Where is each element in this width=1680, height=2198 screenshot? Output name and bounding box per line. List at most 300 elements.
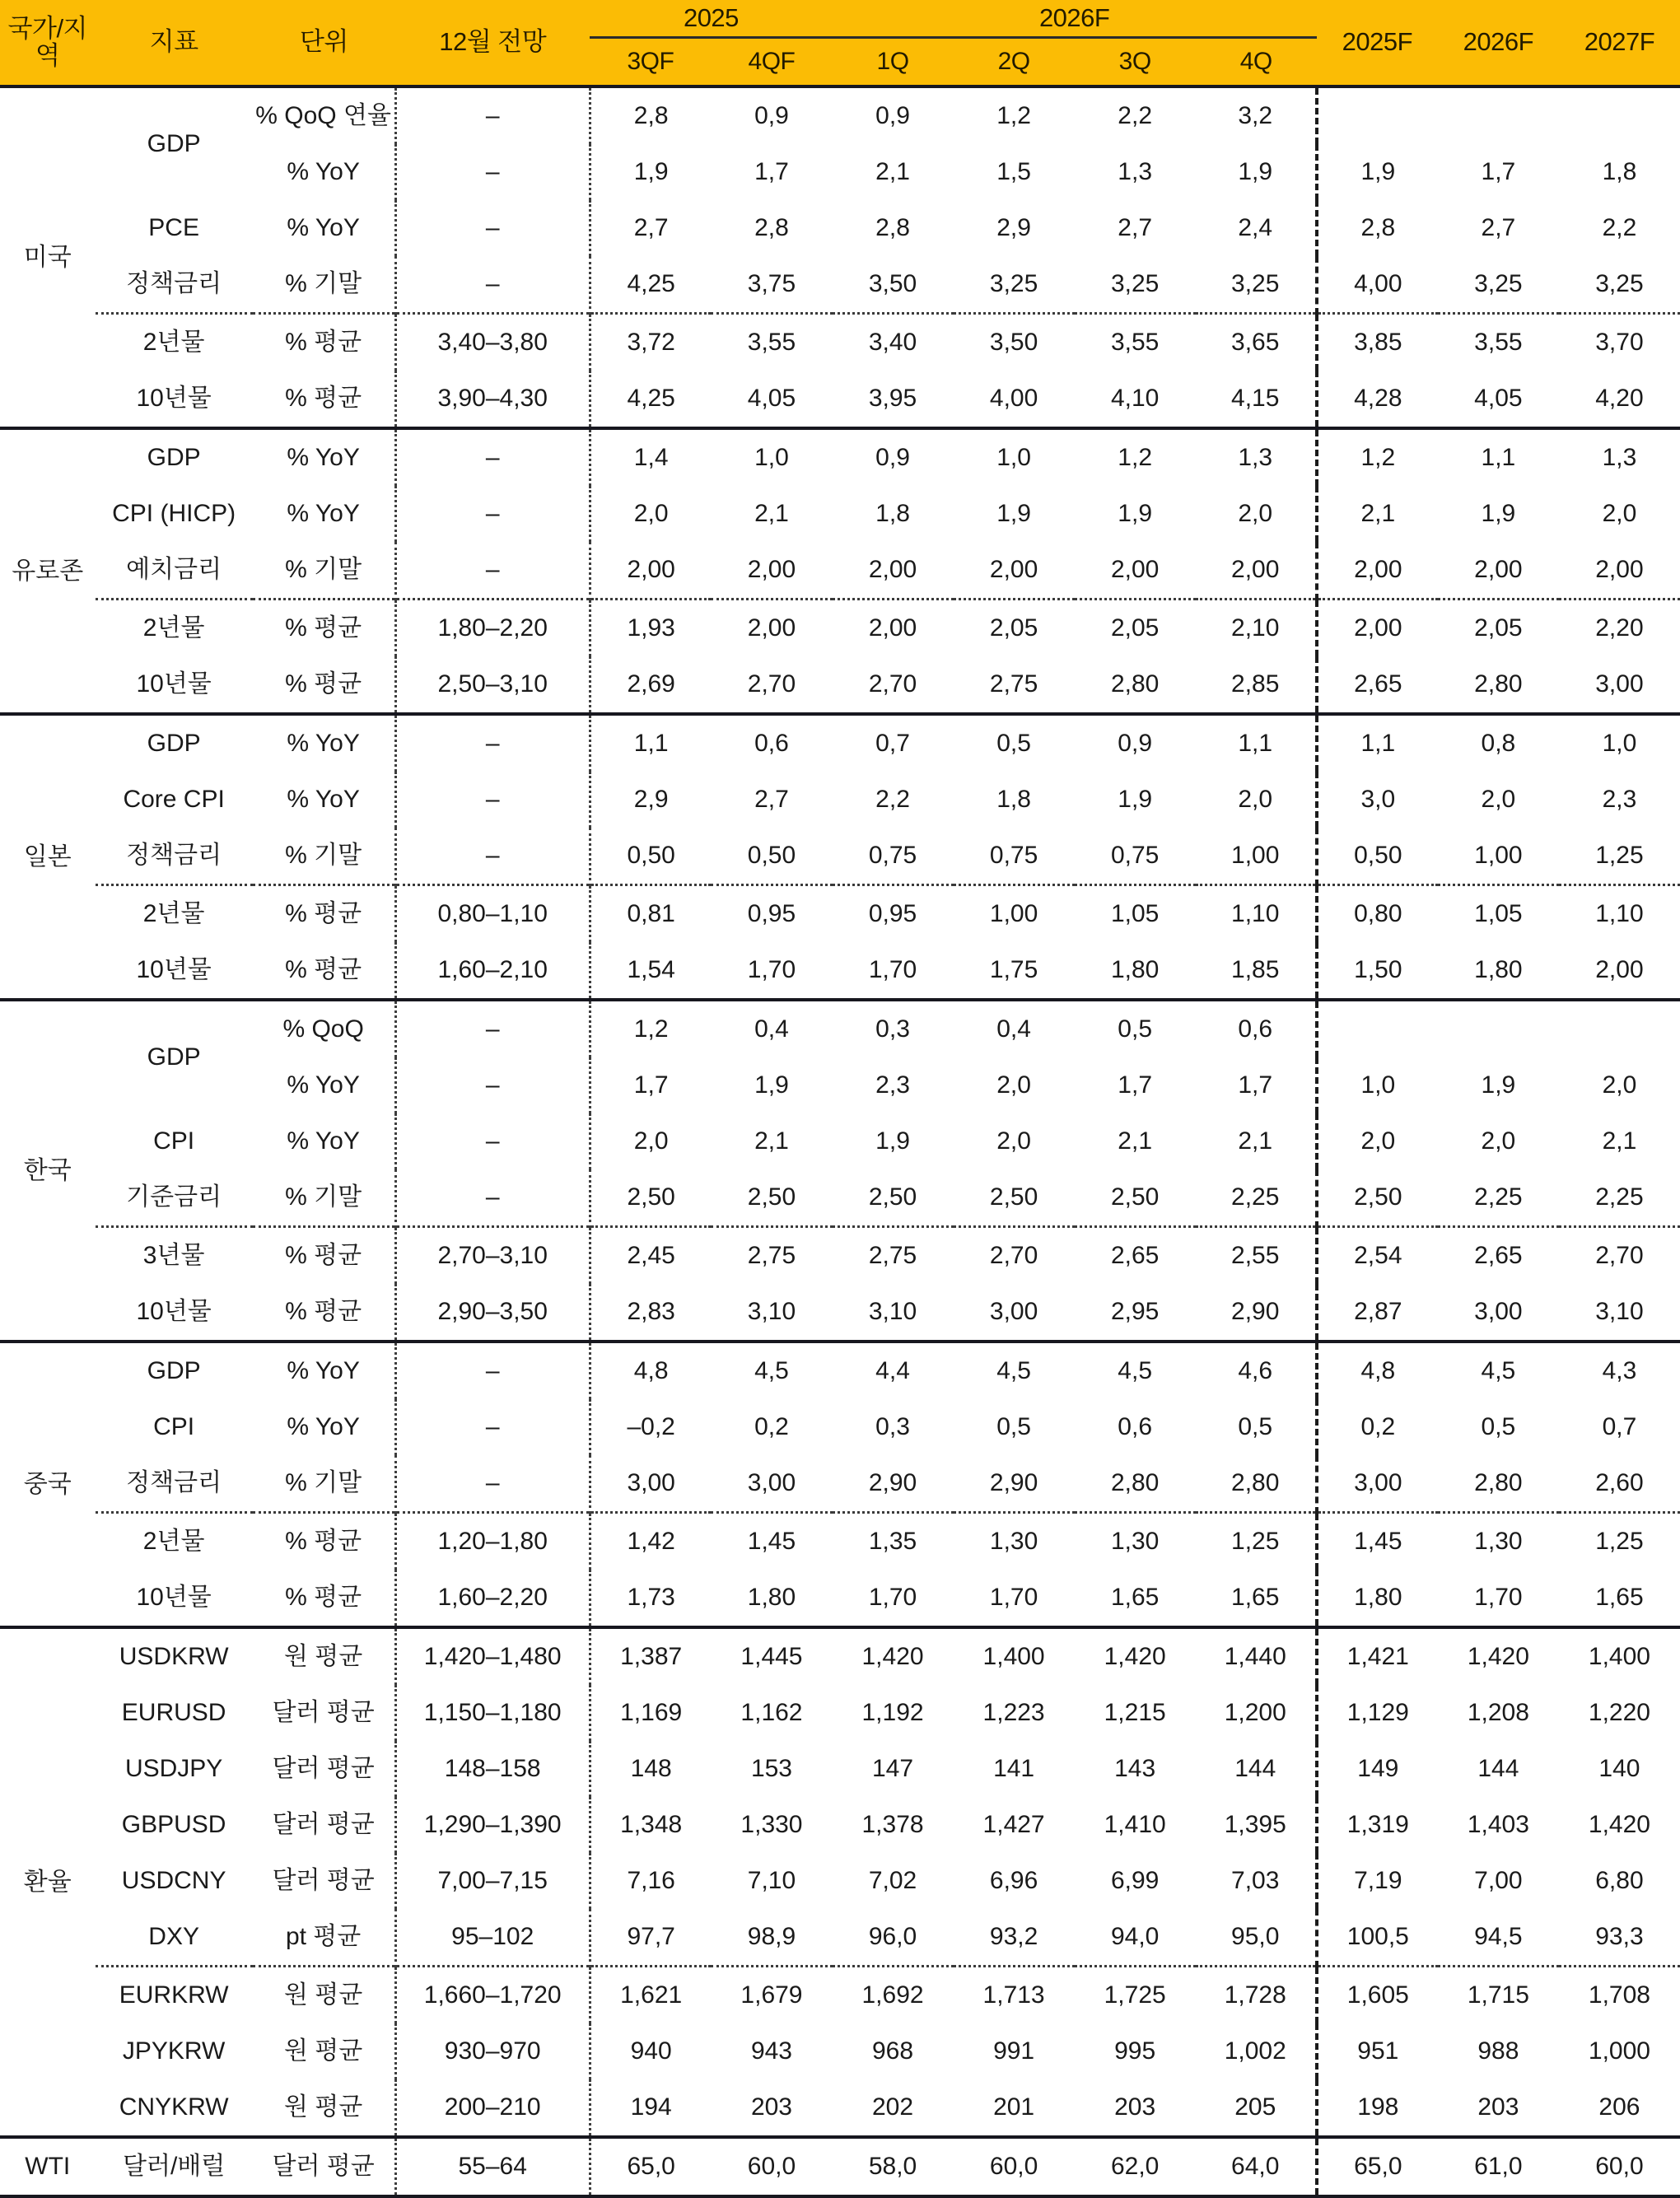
quarter-value: 2,50 [1110, 1183, 1160, 1211]
quarter-value: 1,8 [875, 500, 910, 528]
indicator-label: CPI [153, 1127, 195, 1155]
quarter-value: 2,00 [1110, 556, 1160, 584]
quarter-value: 1,330 [740, 1811, 803, 1839]
table-row [0, 714, 1680, 772]
dec-outlook-value: – [395, 542, 590, 600]
table-row [0, 200, 1680, 256]
quarter-value: 202 [872, 2093, 914, 2121]
quarter-value: 3,55 [1075, 314, 1196, 371]
annual-value [1438, 86, 1559, 144]
quarter-value: 3,25 [989, 270, 1038, 298]
quarter-value: 2,10 [1196, 600, 1317, 657]
indicator-label: USDJPY [124, 1755, 223, 1783]
quarter-value: 2,05 [1075, 600, 1196, 657]
unit-label: % YoY [287, 1071, 360, 1099]
unit-label: % 평균 [253, 885, 395, 943]
annual-value: 1,129 [1317, 1685, 1438, 1741]
unit-label: % YoY [253, 1342, 395, 1399]
annual-value: 1,30 [1438, 1513, 1559, 1570]
dec-outlook-value: 95–102 [395, 1909, 590, 1967]
dec-outlook-value: 2,50–3,10 [395, 656, 590, 714]
quarter-value: 1,692 [833, 1967, 954, 2024]
dec-outlook-value: 1,290–1,390 [395, 1797, 590, 1853]
quarter-value: 2,2 [875, 786, 910, 814]
unit-label: % QoQ [253, 1000, 395, 1057]
unit-label: 원 평균 [253, 1967, 395, 2024]
quarter-value: 995 [1114, 2037, 1156, 2065]
unit-label: % QoQ 연율 [253, 86, 395, 144]
annual-value: 1,403 [1467, 1811, 1529, 1839]
quarter-value: 2,90 [1231, 1298, 1280, 1326]
quarter-value: 4,5 [1075, 1342, 1196, 1399]
quarter-value: 4,5 [954, 1342, 1075, 1399]
annual-value [1317, 86, 1438, 144]
quarter-value: 194 [590, 2079, 711, 2137]
annual-value: 1,715 [1438, 1967, 1559, 2024]
header-2026f: 2026F [1438, 0, 1559, 86]
region-label: 환율 [0, 1627, 96, 2137]
annual-value: 1,708 [1559, 1967, 1680, 2024]
dec-outlook-value: 55–64 [395, 2137, 590, 2196]
quarter-value: 1,1 [1196, 714, 1317, 772]
annual-value: 3,25 [1595, 270, 1644, 298]
quarter-value: 205 [1234, 2093, 1276, 2121]
annual-value: 1,220 [1588, 1699, 1650, 1727]
annual-value: 2,00 [1595, 556, 1644, 584]
table-row [0, 1000, 1680, 1057]
unit-label: % YoY [287, 786, 360, 814]
annual-value: 61,0 [1438, 2137, 1559, 2196]
region-label: 한국 [0, 1000, 96, 1342]
quarter-value: 2,65 [1075, 1227, 1196, 1285]
unit-label: % 기말 [285, 1469, 362, 1497]
annual-value: 2,00 [1317, 542, 1438, 600]
table-row [0, 600, 1680, 657]
table-row [0, 1741, 1680, 1797]
dec-outlook-value: 0,80–1,10 [395, 885, 590, 943]
region-label: 중국 [0, 1342, 96, 1627]
quarter-value: 58,0 [833, 2137, 954, 2196]
indicator-label: 2년물 [96, 885, 253, 943]
annual-value: 1,1 [1317, 714, 1438, 772]
dec-outlook-value: 2,90–3,50 [395, 1284, 590, 1342]
quarter-value: 1,3 [1118, 158, 1153, 186]
header-region: 국가/지역 [0, 0, 96, 86]
quarter-value: 2,1 [754, 500, 789, 528]
annual-value: 1,10 [1559, 885, 1680, 943]
header-2027f: 2027F [1559, 0, 1680, 86]
quarter-value: 2,00 [711, 600, 832, 657]
quarter-value: 6,96 [989, 1867, 1038, 1895]
dec-outlook-value: 200–210 [395, 2079, 590, 2137]
annual-value: 3,10 [1595, 1298, 1644, 1326]
quarter-value: 4,00 [989, 385, 1038, 413]
dec-outlook-value: – [395, 1057, 590, 1113]
annual-value: 2,80 [1474, 670, 1523, 698]
annual-value: 3,0 [1317, 772, 1438, 828]
quarter-value: 1,162 [740, 1699, 803, 1727]
quarter-value: 0,81 [590, 885, 711, 943]
quarter-value: 1,8 [996, 786, 1031, 814]
region-label: 미국 [0, 86, 96, 428]
annual-value: 3,00 [1595, 670, 1644, 698]
header-2025f: 2025F [1317, 0, 1438, 86]
annual-value: 4,8 [1317, 1342, 1438, 1399]
annual-value: 0,7 [1602, 1413, 1637, 1441]
annual-value: 2,80 [1474, 1469, 1523, 1497]
quarter-value: 2,1 [1118, 1127, 1153, 1155]
annual-value: 988 [1477, 2037, 1519, 2065]
quarter-value: 0,6 [1118, 1413, 1153, 1441]
quarter-value: 2,80 [1110, 1469, 1160, 1497]
quarter-value: 1,725 [1075, 1967, 1196, 2024]
dec-outlook-value: 1,60–2,10 [395, 942, 590, 1000]
dec-outlook-value: – [395, 256, 590, 314]
annual-value: 1,25 [1595, 842, 1644, 870]
quarter-value: 2,0 [1238, 500, 1273, 528]
header-q-3q: 3Q [1075, 38, 1196, 87]
annual-value: 1,8 [1602, 158, 1637, 186]
quarter-value: 0,5 [954, 714, 1075, 772]
dec-outlook-value: 148–158 [395, 1741, 590, 1797]
quarter-value: 2,45 [590, 1227, 711, 1285]
quarter-value: 1,35 [833, 1513, 954, 1570]
quarter-value: 1,5 [996, 158, 1031, 186]
annual-value: 1,50 [1317, 942, 1438, 1000]
annual-value: 1,9 [1317, 144, 1438, 200]
quarter-value: 4,25 [590, 256, 711, 314]
dec-outlook-value: 1,660–1,720 [395, 1967, 590, 2024]
dec-outlook-value: – [395, 1455, 590, 1513]
quarter-value: 2,7 [1118, 214, 1153, 242]
dec-outlook-value: 1,60–2,20 [395, 1570, 590, 1627]
quarter-value: 2,00 [868, 556, 917, 584]
quarter-value: 1,395 [1224, 1811, 1286, 1839]
annual-value: 1,45 [1317, 1513, 1438, 1570]
annual-value: 1,00 [1474, 842, 1523, 870]
quarter-value: 3,25 [1231, 270, 1280, 298]
quarter-value: 3,72 [590, 314, 711, 371]
quarter-value: 968 [872, 2037, 914, 2065]
quarter-value: 1,2 [590, 1000, 711, 1057]
table-row [0, 486, 1680, 542]
indicator-label: EURUSD [121, 1699, 226, 1727]
quarter-value: 4,5 [711, 1342, 832, 1399]
dec-outlook-value: 2,70–3,10 [395, 1227, 590, 1285]
annual-value: 3,25 [1474, 270, 1523, 298]
annual-value: 3,70 [1559, 314, 1680, 371]
annual-value: 65,0 [1317, 2137, 1438, 2196]
dec-outlook-value: – [395, 1342, 590, 1399]
quarter-value: 148 [590, 1741, 711, 1797]
annual-value: 2,00 [1595, 956, 1644, 984]
quarter-value: 1,9 [1238, 158, 1273, 186]
annual-value: 1,000 [1588, 2037, 1650, 2065]
unit-label: % 평균 [285, 670, 362, 698]
annual-value: 100,5 [1317, 1909, 1438, 1967]
annual-value: 4,28 [1317, 371, 1438, 428]
indicator-label: CNYKRW [119, 2093, 229, 2121]
indicator-label: DXY [148, 1923, 199, 1951]
quarter-value: 4,8 [590, 1342, 711, 1399]
quarter-value: 3,00 [590, 1455, 711, 1513]
quarter-value: 1,00 [954, 885, 1075, 943]
region-label: 유로존 [0, 428, 96, 714]
annual-value: 60,0 [1559, 2137, 1680, 2196]
unit-label: % 평균 [285, 1298, 362, 1326]
header-q-4q: 4Q [1196, 38, 1317, 87]
quarter-value: 3,50 [954, 314, 1075, 371]
annual-value: 2,00 [1317, 600, 1438, 657]
table-row [0, 1227, 1680, 1285]
quarter-value: 1,93 [590, 600, 711, 657]
table-row [0, 1570, 1680, 1627]
indicator-label: USDKRW [96, 1627, 253, 1685]
dec-outlook-value: – [395, 144, 590, 200]
quarter-value: 0,5 [1075, 1000, 1196, 1057]
quarter-value: 1,192 [861, 1699, 924, 1727]
quarter-value: 95,0 [1231, 1923, 1280, 1951]
quarter-value: 2,50 [868, 1183, 917, 1211]
quarter-value: 1,679 [711, 1967, 832, 2024]
dec-outlook-value: – [395, 772, 590, 828]
annual-value: 7,19 [1317, 1853, 1438, 1909]
annual-value: 2,65 [1438, 1227, 1559, 1285]
quarter-value: 1,223 [982, 1699, 1045, 1727]
quarter-value: 97,7 [590, 1909, 711, 1967]
quarter-value: 1,30 [1075, 1513, 1196, 1570]
quarter-value: 2,70 [747, 670, 796, 698]
quarter-value: 1,05 [1075, 885, 1196, 943]
quarter-value: 2,9 [996, 214, 1031, 242]
table-body [0, 86, 1680, 2196]
table-row [0, 86, 1680, 144]
annual-value: 1,319 [1317, 1797, 1438, 1853]
quarter-value: 4,15 [1231, 385, 1280, 413]
quarter-value: 1,348 [590, 1797, 711, 1853]
indicator-label: GDP [96, 86, 253, 200]
indicator-label: 2년물 [96, 600, 253, 657]
table-row [0, 1513, 1680, 1570]
unit-label: % YoY [287, 1413, 360, 1441]
quarter-value: 2,50 [747, 1183, 796, 1211]
quarter-value: 1,70 [747, 956, 796, 984]
annual-value: 1,420 [1588, 1811, 1650, 1839]
unit-label: % 기말 [285, 556, 362, 584]
indicator-label: GDP [96, 714, 253, 772]
annual-value: 0,8 [1438, 714, 1559, 772]
table-row [0, 1455, 1680, 1513]
quarter-value: 2,0 [996, 1071, 1031, 1099]
annual-value: 1,0 [1559, 714, 1680, 772]
unit-label: % 평균 [253, 314, 395, 371]
quarter-value: 98,9 [747, 1923, 796, 1951]
annual-value: 1,605 [1317, 1967, 1438, 2024]
annual-value: 2,65 [1317, 656, 1438, 714]
quarter-value: 1,7 [590, 1057, 711, 1113]
quarter-value: 1,9 [1118, 786, 1153, 814]
annual-value: 1,9 [1481, 500, 1516, 528]
indicator-label: Core CPI [123, 786, 225, 814]
quarter-value: 2,0 [996, 1127, 1031, 1155]
quarter-value: 2,69 [590, 656, 711, 714]
quarter-value: 1,0 [711, 428, 832, 486]
annual-value: 144 [1477, 1755, 1519, 1783]
indicator-label: GDP [96, 1000, 253, 1113]
quarter-value: 991 [993, 2037, 1035, 2065]
quarter-value: 2,00 [989, 556, 1038, 584]
annual-value: 2,1 [1602, 1127, 1637, 1155]
quarter-value: 0,6 [711, 714, 832, 772]
unit-label: 달러 평균 [272, 1867, 375, 1895]
annual-value: 206 [1598, 2093, 1640, 2121]
annual-value: 1,421 [1317, 1627, 1438, 1685]
indicator-label: PCE [148, 214, 199, 242]
quarter-value: 2,75 [833, 1227, 954, 1285]
unit-label: % YoY [253, 714, 395, 772]
unit-label: 원 평균 [283, 2037, 363, 2065]
quarter-value: 4,6 [1196, 1342, 1317, 1399]
annual-value: 2,0 [1317, 1113, 1438, 1169]
quarter-value: 1,70 [989, 1584, 1038, 1612]
table-row [0, 314, 1680, 371]
unit-label: pt 평균 [285, 1923, 362, 1951]
quarter-value: 7,02 [868, 1867, 917, 1895]
quarter-value: 1,42 [590, 1513, 711, 1570]
annual-value: 2,1 [1317, 486, 1438, 542]
header-row-groups [0, 0, 1680, 38]
unit-label: % 기말 [285, 842, 362, 870]
indicator-label: USDCNY [121, 1867, 226, 1895]
quarter-value: 1,9 [875, 1127, 910, 1155]
indicator-label: 2년물 [96, 1513, 253, 1570]
unit-label: % YoY [287, 1127, 360, 1155]
quarter-value: 203 [750, 2093, 792, 2121]
quarter-value: 1,70 [868, 956, 917, 984]
quarter-value: 3,65 [1196, 314, 1317, 371]
quarter-value: 2,90 [868, 1469, 917, 1497]
table-row [0, 1057, 1680, 1113]
indicator-label: 정책금리 [126, 842, 222, 870]
annual-value: 0,80 [1317, 885, 1438, 943]
quarter-value: 1,215 [1104, 1699, 1166, 1727]
table-row [0, 885, 1680, 943]
quarter-value: 1,7 [1238, 1071, 1273, 1099]
annual-value: 4,3 [1559, 1342, 1680, 1399]
annual-value: 1,70 [1474, 1584, 1523, 1612]
annual-value: 1,80 [1317, 1570, 1438, 1627]
indicator-label: CPI [153, 1413, 195, 1441]
quarter-value: 0,6 [1196, 1000, 1317, 1057]
unit-label: % 평균 [253, 600, 395, 657]
indicator-label: 3년물 [96, 1227, 253, 1285]
quarter-value: 94,0 [1110, 1923, 1160, 1951]
annual-value: 0,2 [1317, 1399, 1438, 1455]
header-q-3qf: 3QF [590, 38, 711, 87]
annual-value: 4,20 [1595, 385, 1644, 413]
dec-outlook-value: – [395, 1169, 590, 1227]
indicator-label: 예치금리 [126, 556, 222, 584]
annual-value: 1,65 [1595, 1584, 1644, 1612]
quarter-value: 64,0 [1196, 2137, 1317, 2196]
quarter-value: 2,0 [590, 1113, 711, 1169]
annual-value: 0,5 [1481, 1413, 1516, 1441]
annual-value [1317, 1000, 1438, 1057]
quarter-value: 4,25 [590, 371, 711, 428]
quarter-value: 2,0 [590, 486, 711, 542]
quarter-value: 1,1 [590, 714, 711, 772]
annual-value: 4,00 [1317, 256, 1438, 314]
quarter-value: 2,8 [875, 214, 910, 242]
dec-outlook-value: – [395, 86, 590, 144]
table-row [0, 428, 1680, 486]
quarter-value: 2,05 [954, 600, 1075, 657]
annual-value: 2,8 [1317, 200, 1438, 256]
dec-outlook-value: 930–970 [395, 2023, 590, 2079]
annual-value: 198 [1317, 2079, 1438, 2137]
quarter-value: –0,2 [590, 1399, 711, 1455]
dec-outlook-value: 1,20–1,80 [395, 1513, 590, 1570]
annual-value: 3,00 [1317, 1455, 1438, 1513]
dec-outlook-value: – [395, 828, 590, 885]
annual-value: 1,2 [1317, 428, 1438, 486]
quarter-value: 1,9 [1118, 500, 1153, 528]
quarter-value: 0,2 [754, 1413, 789, 1441]
table-row [0, 1797, 1680, 1853]
annual-value: 2,0 [1481, 786, 1516, 814]
quarter-value: 1,621 [590, 1967, 711, 2024]
table-row [0, 256, 1680, 314]
annual-value: 2,50 [1317, 1169, 1438, 1227]
region-label: WTI [0, 2137, 96, 2196]
quarter-value: 1,10 [1196, 885, 1317, 943]
annual-value: 3,00 [1474, 1298, 1523, 1326]
annual-value: 2,87 [1317, 1284, 1438, 1342]
quarter-value: 141 [993, 1755, 1035, 1783]
quarter-value: 1,80 [1110, 956, 1160, 984]
quarter-value: 0,9 [711, 86, 832, 144]
annual-value: 140 [1598, 1755, 1640, 1783]
indicator-label: EURKRW [96, 1967, 253, 2024]
annual-value: 4,5 [1438, 1342, 1559, 1399]
annual-value: 2,7 [1481, 214, 1516, 242]
quarter-value: 2,70 [868, 670, 917, 698]
quarter-value: 1,410 [1104, 1811, 1166, 1839]
quarter-value: 2,75 [989, 670, 1038, 698]
unit-label: % 기말 [285, 1183, 362, 1211]
unit-label: % 평균 [285, 1584, 362, 1612]
quarter-value: 1,2 [954, 86, 1075, 144]
quarter-value: 1,200 [1224, 1699, 1286, 1727]
quarter-value: 1,420 [1075, 1627, 1196, 1685]
quarter-value: 2,1 [875, 158, 910, 186]
quarter-value: 147 [872, 1755, 914, 1783]
dec-outlook-value: 3,90–4,30 [395, 371, 590, 428]
quarter-value: 6,99 [1110, 1867, 1160, 1895]
header-unit: 단위 [253, 0, 395, 86]
annual-value: 3,55 [1438, 314, 1559, 371]
table-row [0, 1342, 1680, 1399]
quarter-value: 2,4 [1238, 214, 1273, 242]
annual-value: 149 [1317, 1741, 1438, 1797]
quarter-value: 4,4 [833, 1342, 954, 1399]
quarter-value: 2,00 [747, 556, 796, 584]
quarter-value: 2,25 [1231, 1183, 1280, 1211]
unit-label: % YoY [287, 214, 360, 242]
quarter-value: 1,75 [989, 956, 1038, 984]
quarter-value: 3,75 [747, 270, 796, 298]
quarter-value: 3,25 [1110, 270, 1160, 298]
